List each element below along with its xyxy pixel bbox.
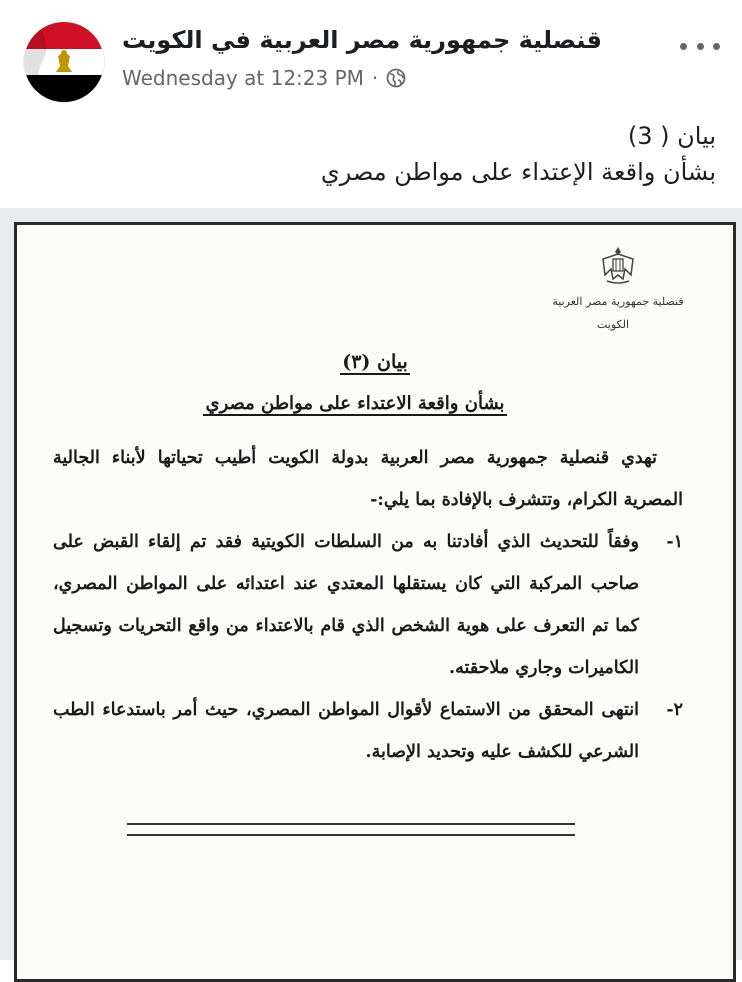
letterhead-line-1: قنصلية جمهورية مصر العربية xyxy=(552,295,684,308)
post-timestamp[interactable]: Wednesday at 12:23 PM xyxy=(122,66,364,90)
double-line-separator xyxy=(127,823,575,836)
egypt-flag-icon xyxy=(24,22,104,102)
post-meta xyxy=(122,66,406,90)
post-header xyxy=(0,0,742,112)
document-subject-text: بشأن واقعة الاعتداء على مواطن مصري xyxy=(205,393,505,414)
post-text-line-2: بشأن واقعة الإعتداء على مواطن مصري xyxy=(320,158,716,186)
document-page xyxy=(14,222,736,982)
document-body xyxy=(53,437,683,773)
list-item-number: ٢- xyxy=(666,700,683,720)
page-avatar[interactable] xyxy=(24,22,104,102)
page-name-link[interactable]: قنصلية جمهورية مصر العربية في الكويت xyxy=(122,26,602,54)
more-dot xyxy=(697,43,704,50)
list-item xyxy=(53,689,683,773)
more-dot xyxy=(713,43,720,50)
post-text-line-1: بيان ( 3) xyxy=(627,122,716,150)
eagle-emblem-icon xyxy=(599,245,637,287)
letterhead-line-2: الكويت xyxy=(596,318,629,331)
list-item-number: ١- xyxy=(666,532,683,552)
list-item xyxy=(53,521,683,689)
globe-icon[interactable] xyxy=(386,68,406,88)
post-image[interactable] xyxy=(0,208,742,960)
document-subject xyxy=(17,393,693,414)
meta-separator: · xyxy=(371,66,379,90)
letterhead xyxy=(543,245,693,335)
list-item-text: وفقاً للتحديث الذي أفادتنا به من السلطات الكويتية فقد تم إلقاء القبض على صاحب المركبة التي كان يستقلها المعتدي عند اعتدائه على المواطن المصري، كما تم التعرف على هوية الشخص الذي قام بالاعتداء من واقع التحريات وتسجيل الكاميرات وجاري ملاحقته. xyxy=(53,532,639,678)
document-title-text: بيان (٣) xyxy=(342,351,408,373)
document-intro: تهدي قنصلية جمهورية مصر العربية بدولة الكويت أطيب تحياتها لأبناء الجالية المصرية الكرام، وتتشرف بالإفادة بما يلي:- xyxy=(53,448,683,510)
list-item-text: انتهى المحقق من الاستماع لأقوال المواطن المصري، حيث أمر باستدعاء الطب الشرعي للكشف عليه وتحديد الإصابة. xyxy=(53,700,639,762)
post-text xyxy=(321,118,716,190)
document-title xyxy=(17,351,733,373)
more-options-button[interactable] xyxy=(680,36,720,56)
more-dot xyxy=(680,43,687,50)
